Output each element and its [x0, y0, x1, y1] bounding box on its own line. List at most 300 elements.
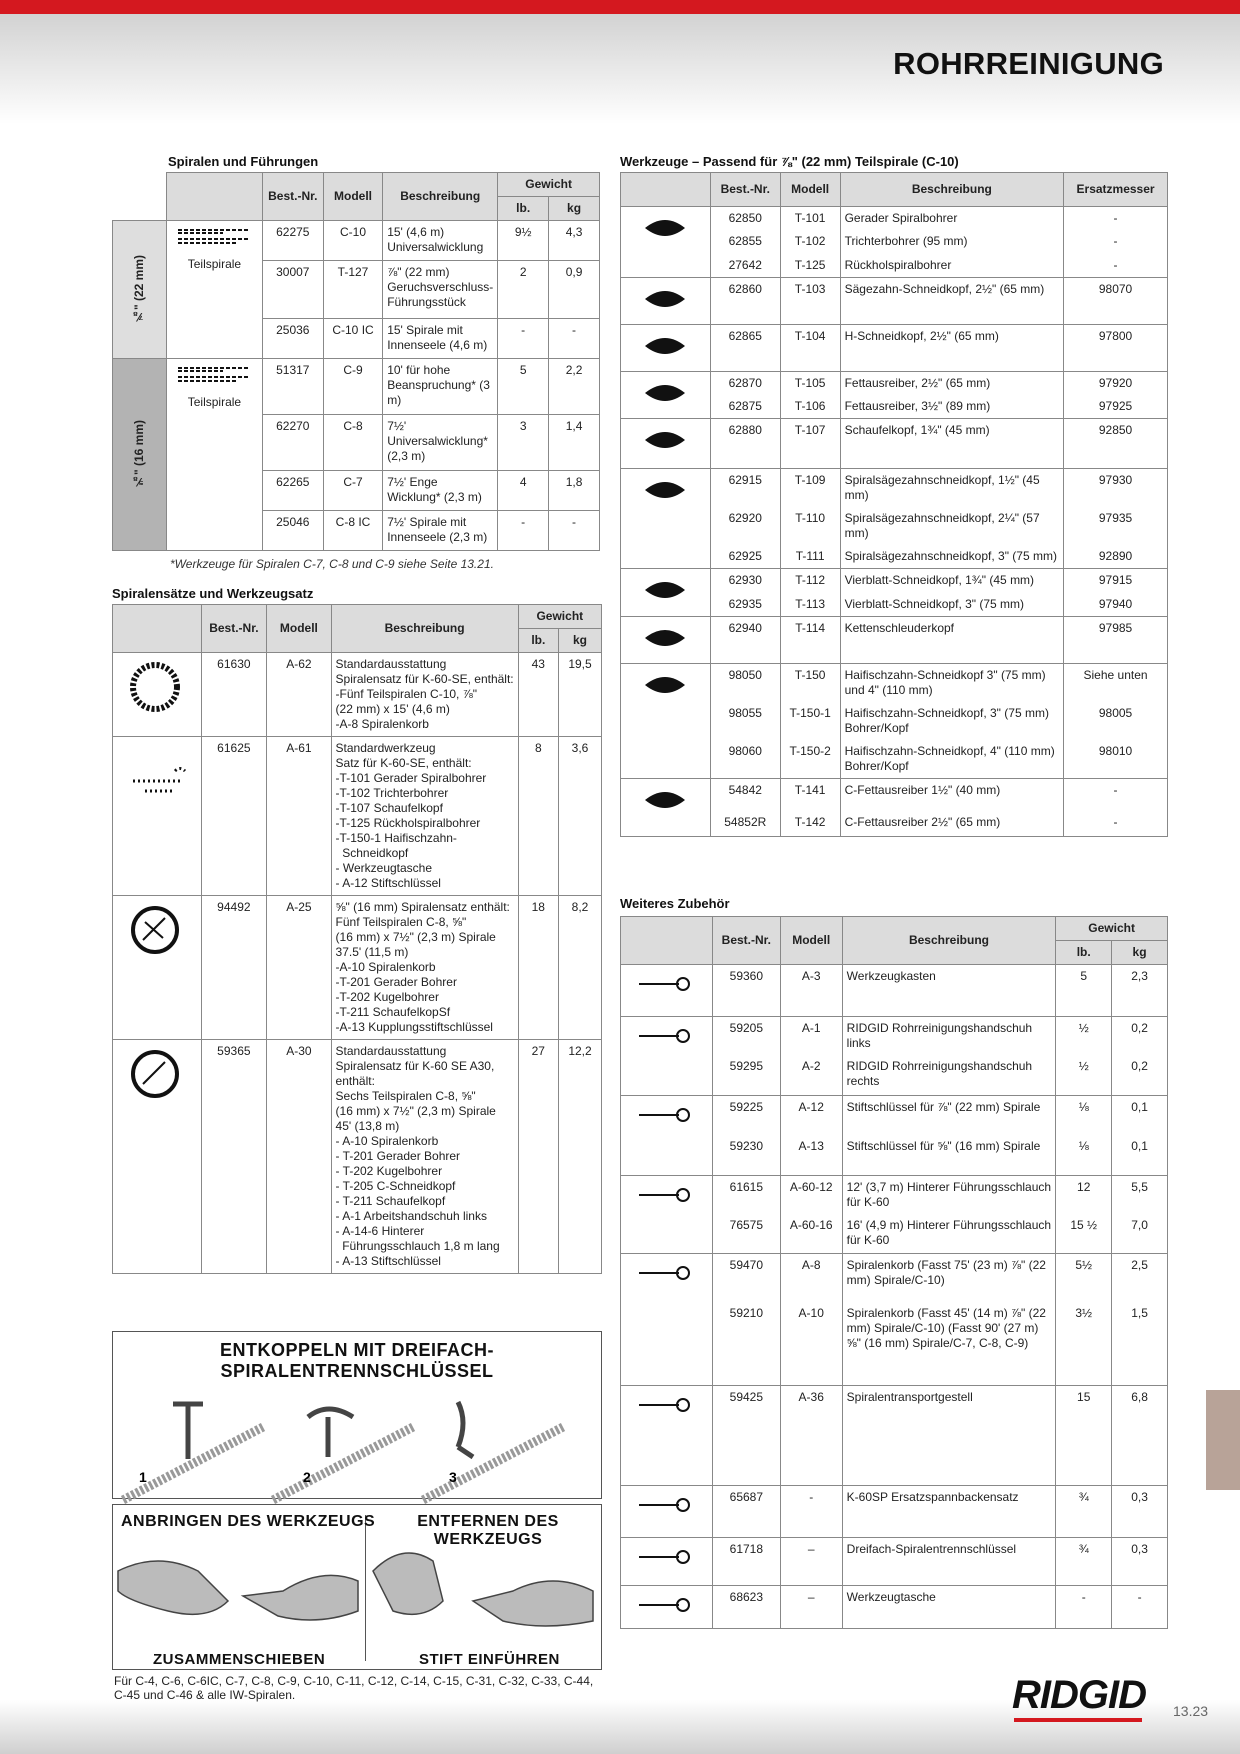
t1-desc: 7½' Spirale mit Innenseele (2,3 m) — [383, 511, 498, 551]
t1-kg: - — [549, 319, 600, 359]
col-modell: Modell — [780, 173, 840, 207]
beschreibung: Haifischzahn-Schneidkopf, 3" (75 mm) Bohrer/Kopf — [840, 702, 1064, 740]
beschreibung: Stiftschlüssel für ⅝" (16 mm) Spirale — [842, 1135, 1056, 1175]
footnote-spiralen: Für C-4, C-6, C-6IC, C-7, C-8, C-9, C-10, C-11, C-12, C-14, C-15, C-31, C-32, C-33, C-44, C-45 und C-46 & alle IW-Spiralen. — [114, 1674, 594, 1702]
anbringen-title: ANBRINGEN DES WERKZEUGS — [121, 1513, 376, 1530]
best-nr: 59425 — [712, 1386, 780, 1486]
gewicht-lb: - — [1056, 1586, 1112, 1629]
modell: A-61 — [267, 737, 331, 896]
beschreibung: Spiralsägezahnschneidkopf, 3" (75 mm) — [840, 545, 1064, 569]
table-row — [621, 1095, 1168, 1135]
desc-line: -T-101 Gerader Spiralbohrer — [335, 771, 487, 785]
modell: T-102 — [780, 230, 840, 254]
gewicht-kg: 7,0 — [1112, 1214, 1168, 1254]
best-nr: 59205 — [712, 1017, 780, 1056]
desc-line: Standardausstattung — [335, 1044, 447, 1058]
gewicht-kg: 3,6 — [558, 737, 601, 896]
ersatzmesser: 97920 — [1064, 372, 1168, 396]
ridgid-logo: RIDGID — [1012, 1673, 1146, 1717]
best-nr: 54852R — [710, 811, 780, 837]
item-image — [621, 1254, 713, 1386]
spiralensaetze-rows — [113, 653, 602, 1274]
table-row — [621, 617, 1168, 664]
best-nr: 61630 — [201, 653, 267, 737]
modell: A-60-12 — [780, 1175, 842, 1214]
t1-desc: 15' (4,6 m) Universalwicklung — [383, 221, 498, 261]
spiralen-table — [112, 172, 600, 551]
best-nr: 62870 — [710, 372, 780, 396]
t1-kg: 4,3 — [549, 221, 600, 261]
section-title-werkzeuge: Werkzeuge – Passend für ⅞" (22 mm) Teilspirale (C-10) — [620, 154, 959, 169]
item-image — [621, 1017, 713, 1096]
table-row — [113, 653, 602, 737]
desc-line: -T-125 Rückholspiralbohrer — [335, 816, 481, 830]
col-image — [167, 173, 263, 221]
item-image — [621, 325, 711, 372]
ersatzmesser: 98070 — [1064, 278, 1168, 325]
desc-line: 45' (13,8 m) — [335, 1119, 400, 1133]
desc-line: Sechs Teilspiralen C-8, ⅝" — [335, 1089, 476, 1103]
best-nr: 59225 — [712, 1095, 780, 1135]
t1-best: 51317 — [262, 359, 323, 415]
table-row — [621, 1386, 1168, 1486]
t1-modell: C-8 IC — [323, 511, 382, 551]
beschreibung: Fettausreiber, 2½" (65 mm) — [840, 372, 1064, 396]
best-nr: 62930 — [710, 569, 780, 593]
gewicht-kg: 19,5 — [558, 653, 601, 737]
best-nr: 59230 — [712, 1135, 780, 1175]
teilspirale-22-cell — [167, 221, 263, 359]
item-image — [621, 419, 711, 469]
t1-lb: - — [498, 319, 549, 359]
gewicht-kg: 8,2 — [558, 896, 601, 1040]
best-nr: 76575 — [712, 1214, 780, 1254]
best-nr: 62865 — [710, 325, 780, 372]
gewicht-kg: 1,5 — [1112, 1302, 1168, 1386]
table-row — [621, 965, 1168, 1017]
gewicht-lb: 5 — [1056, 965, 1112, 1017]
best-nr: 59365 — [201, 1040, 267, 1274]
modell: T-150-2 — [780, 740, 840, 779]
col-modell: Modell — [267, 605, 331, 653]
section-title-spiralensaetze: Spiralensätze und Werkzeugsatz — [112, 586, 314, 601]
ersatzmesser: 97800 — [1064, 325, 1168, 372]
beschreibung: Spiralentransportgestell — [842, 1386, 1056, 1486]
col-ersatzmesser: Ersatzmesser — [1064, 173, 1168, 207]
desc-line: - A-10 Spiralenkorb — [335, 1134, 439, 1148]
desc-line: (22 mm) x 15' (4,6 m) — [335, 702, 450, 716]
best-nr: 27642 — [710, 254, 780, 278]
best-nr: 61615 — [712, 1175, 780, 1214]
t1-desc: 15' Spirale mit Innenseele (4,6 m) — [383, 319, 498, 359]
ersatzmesser: 97940 — [1064, 593, 1168, 617]
t1-modell: T-127 — [323, 261, 382, 319]
col-best-nr: Best.-Nr. — [712, 917, 780, 965]
beschreibung: Vierblatt-Schneidkopf, 3" (75 mm) — [840, 593, 1064, 617]
gewicht-kg: - — [1112, 1586, 1168, 1629]
modell: A-30 — [267, 1040, 331, 1274]
table-row — [621, 207, 1168, 231]
gewicht-lb: ½ — [1056, 1055, 1112, 1095]
gewicht-lb: ¾ — [1056, 1538, 1112, 1586]
entkoppeln-box — [112, 1331, 602, 1499]
desc-line: -T-150-1 Haifischzahn- — [335, 831, 457, 845]
gewicht-lb: 15 ½ — [1056, 1214, 1112, 1254]
modell: T-114 — [780, 617, 840, 664]
ersatzmesser: 97930 — [1064, 469, 1168, 508]
glove-icon — [631, 1021, 701, 1051]
gewicht-kg: 2,3 — [1112, 965, 1168, 1017]
modell: T-106 — [780, 395, 840, 419]
modell: T-141 — [780, 779, 840, 811]
werkzeuge-table — [620, 172, 1168, 837]
beschreibung — [331, 1040, 518, 1274]
desc-line: 37.5' (11,5 m) — [335, 945, 409, 959]
t1-lb: - — [498, 511, 549, 551]
spiralensaetze-table — [112, 604, 602, 1274]
coil-sections-icon — [174, 363, 254, 385]
t1-best: 62275 — [262, 221, 323, 261]
group-label-16mm: ⅝" (16 mm) — [113, 359, 167, 551]
gewicht-kg: 0,1 — [1112, 1135, 1168, 1175]
t1-modell: C-8 — [323, 415, 382, 471]
desc-line: - T-201 Gerader Bohrer — [335, 1149, 461, 1163]
best-nr: 98050 — [710, 664, 780, 703]
gewicht-lb: 43 — [518, 653, 558, 737]
col-gewicht: Gewicht — [518, 605, 601, 629]
col-beschreibung: Beschreibung — [842, 917, 1056, 965]
spiral-basket-icon — [631, 1258, 701, 1288]
best-nr: 94492 — [201, 896, 267, 1040]
beschreibung: RIDGID Rohrreinigungshandschuh rechts — [842, 1055, 1056, 1095]
t1-kg: 1,4 — [549, 415, 600, 471]
jaw-set-icon — [631, 1490, 701, 1520]
page-number: 13.23 — [1173, 1703, 1209, 1719]
coil-sections-icon — [174, 225, 254, 247]
ersatzmesser: 97925 — [1064, 395, 1168, 419]
spade-head-icon — [635, 423, 695, 457]
gewicht-kg: 0,2 — [1112, 1055, 1168, 1095]
top-red-bar — [0, 0, 1240, 14]
table-row — [621, 1017, 1168, 1056]
col-beschreibung: Beschreibung — [331, 605, 518, 653]
best-nr: 68623 — [712, 1586, 780, 1629]
modell: T-103 — [780, 278, 840, 325]
werkzeuge-rows — [621, 207, 1168, 837]
c-grease-cutter-icon — [635, 783, 695, 817]
grease-cutter-icon — [635, 376, 695, 410]
pin-key-icon — [631, 1100, 701, 1130]
four-blade-cutter-icon — [635, 573, 695, 607]
modell: T-113 — [780, 593, 840, 617]
modell: A-12 — [780, 1095, 842, 1135]
best-nr: 62860 — [710, 278, 780, 325]
zubehoer-rows — [621, 965, 1168, 1629]
modell: T-104 — [780, 325, 840, 372]
item-image — [621, 1586, 713, 1629]
beschreibung: Spiralenkorb (Fasst 45' (14 m) ⅞" (22 mm) Spirale/C-10) (Fasst 90' (27 m) ⅝" (16 mm) Spirale/C-7, C-8, C-9) — [842, 1302, 1056, 1386]
zubehoer-table — [620, 916, 1168, 1629]
t1-kg: 1,8 — [549, 471, 600, 511]
beschreibung: Fettausreiber, 3½" (89 mm) — [840, 395, 1064, 419]
t1-best: 25046 — [262, 511, 323, 551]
beschreibung — [331, 653, 518, 737]
t1-lb: 3 — [498, 415, 549, 471]
col-lb: lb. — [498, 197, 549, 221]
best-nr: 62925 — [710, 545, 780, 569]
section-tab — [1206, 1390, 1240, 1490]
gewicht-lb: 18 — [518, 896, 558, 1040]
modell: A-2 — [780, 1055, 842, 1095]
stift-einfuehren-caption: STIFT EINFÜHREN — [419, 1651, 560, 1668]
best-nr: 98055 — [710, 702, 780, 740]
col-gewicht: Gewicht — [1056, 917, 1168, 941]
col-image — [113, 605, 202, 653]
desc-line: -Fünf Teilspiralen C-10, ⅞" — [335, 687, 477, 701]
modell: T-150 — [780, 664, 840, 703]
gewicht-kg: 6,8 — [1112, 1386, 1168, 1486]
t1-lb: 5 — [498, 359, 549, 415]
tool-bag-icon — [631, 1590, 701, 1620]
best-nr: 59470 — [712, 1254, 780, 1302]
ersatzmesser: - — [1064, 207, 1168, 231]
gewicht-lb: 12 — [1056, 1175, 1112, 1214]
step-3: 3 — [449, 1469, 457, 1485]
desc-line: - A-12 Stiftschlüssel — [335, 876, 441, 890]
item-image — [621, 617, 711, 664]
ersatzmesser: 92890 — [1064, 545, 1168, 569]
modell: T-150-1 — [780, 702, 840, 740]
tool-box-icon — [631, 969, 701, 999]
gewicht-kg: 0,3 — [1112, 1538, 1168, 1586]
t1-best: 62265 — [262, 471, 323, 511]
modell: - — [780, 1486, 842, 1538]
col-lb: lb. — [518, 629, 558, 653]
item-image — [113, 737, 202, 896]
best-nr: 59360 — [712, 965, 780, 1017]
desc-line: Spiralensatz für K-60-SE, enthält: — [335, 672, 514, 686]
ersatzmesser: - — [1064, 230, 1168, 254]
item-image — [621, 207, 711, 278]
col-modell: Modell — [323, 173, 382, 221]
desc-line: ⅝" (16 mm) Spiralensatz enthält: — [335, 900, 510, 914]
best-nr: 62850 — [710, 207, 780, 231]
beschreibung: Kettenschleuderkopf — [840, 617, 1064, 664]
gewicht-lb: 27 — [518, 1040, 558, 1274]
desc-line: -A-10 Spiralenkorb — [335, 960, 436, 974]
t1-desc: 10' für hohe Beanspruchung* (3 m) — [383, 359, 498, 415]
teilspirale-label: Teilspirale — [187, 257, 242, 271]
item-image — [621, 569, 711, 617]
t1-best: 30007 — [262, 261, 323, 319]
table-row — [621, 1538, 1168, 1586]
t1-modell: C-9 — [323, 359, 382, 415]
gewicht-lb: ⅛ — [1056, 1135, 1112, 1175]
item-image — [113, 1040, 202, 1274]
desc-line: - A-14-6 Hinterer — [335, 1224, 425, 1238]
sawtooth-cutter-icon — [635, 282, 695, 316]
page-title: ROHRREINIGUNG — [893, 46, 1164, 81]
desc-line: (16 mm) x 7½" (2,3 m) Spirale — [335, 930, 496, 944]
table-row — [621, 1254, 1168, 1302]
gewicht-lb: 3½ — [1056, 1302, 1112, 1386]
gewicht-lb: ⅛ — [1056, 1095, 1112, 1135]
best-nr: 62940 — [710, 617, 780, 664]
col-beschreibung: Beschreibung — [383, 173, 498, 221]
table-row — [621, 1486, 1168, 1538]
separator-key-icon — [631, 1542, 701, 1572]
gewicht-kg: 0,1 — [1112, 1095, 1168, 1135]
spiral-basket-icon — [125, 900, 189, 964]
entfernen-title: ENTFERNEN DES WERKZEUGS — [417, 1513, 559, 1548]
modell: A-60-16 — [780, 1214, 842, 1254]
table-row — [621, 278, 1168, 325]
modell: A-62 — [267, 653, 331, 737]
desc-line: - Werkzeugtasche — [335, 861, 433, 875]
desc-line: Standardausstattung — [335, 657, 447, 671]
modell: T-101 — [780, 207, 840, 231]
col-best-nr: Best.-Nr. — [262, 173, 323, 221]
beschreibung: 16' (4,9 m) Hinterer Führungsschlauch für K-60 — [842, 1214, 1056, 1254]
modell: A-36 — [780, 1386, 842, 1486]
desc-line: Satz für K-60-SE, enthält: — [335, 756, 472, 770]
table-row — [113, 896, 602, 1040]
beschreibung: Haifischzahn-Schneidkopf, 4" (110 mm) Bohrer/Kopf — [840, 740, 1064, 779]
gewicht-lb: ½ — [1056, 1017, 1112, 1056]
desc-line: enthält: — [335, 1074, 375, 1088]
table-row — [621, 664, 1168, 703]
table-row — [621, 469, 1168, 508]
desc-line: -T-202 Kugelbohrer — [335, 990, 439, 1004]
t1-best: 62270 — [262, 415, 323, 471]
t1-desc: ⅞" (22 mm) Geruchsverschluss-Führungsstück — [383, 261, 498, 319]
modell: T-107 — [780, 419, 840, 469]
ersatzmesser: 98010 — [1064, 740, 1168, 779]
beschreibung: Sägezahn-Schneidkopf, 2½" (65 mm) — [840, 278, 1064, 325]
desc-line: Schneidkopf — [335, 846, 409, 860]
modell: – — [780, 1538, 842, 1586]
item-image — [621, 779, 711, 837]
beschreibung — [331, 896, 518, 1040]
chain-knocker-icon — [635, 621, 695, 655]
desc-line: - A-13 Stiftschlüssel — [335, 1254, 441, 1268]
best-nr: 62915 — [710, 469, 780, 508]
gewicht-kg: 0,2 — [1112, 1017, 1168, 1056]
hands-illustration — [113, 1541, 601, 1631]
desc-line: - A-1 Arbeitshandschuh links — [335, 1209, 487, 1223]
best-nr: 62935 — [710, 593, 780, 617]
col-kg: kg — [558, 629, 601, 653]
best-nr: 54842 — [710, 779, 780, 811]
desc-line: - T-211 Schaufelkopf — [335, 1194, 446, 1208]
desc-line: Spiralensatz für K-60 SE A30, — [335, 1059, 495, 1073]
tool-set-icon — [125, 741, 189, 805]
beschreibung: Spiralenkorb (Fasst 75' (23 m) ⅞" (22 mm) Spirale/C-10) — [842, 1254, 1056, 1302]
best-nr: 59210 — [712, 1302, 780, 1386]
desc-line: -T-211 SchaufelkopSf — [335, 1005, 451, 1019]
item-image — [621, 1486, 713, 1538]
desc-line: Fünf Teilspiralen C-8, ⅝" — [335, 915, 467, 929]
table-row — [621, 1586, 1168, 1629]
item-image — [621, 1386, 713, 1486]
gewicht-kg: 2,5 — [1112, 1254, 1168, 1302]
beschreibung: Spiralsägezahnschneidkopf, 2¼" (57 mm) — [840, 507, 1064, 545]
col-kg: kg — [1112, 941, 1168, 965]
beschreibung: Rückholspiralbohrer — [840, 254, 1064, 278]
item-image — [621, 664, 711, 779]
item-image — [621, 965, 713, 1017]
spiral-saw-cutter-icon — [635, 473, 695, 507]
modell: A-3 — [780, 965, 842, 1017]
gewicht-lb: 5½ — [1056, 1254, 1112, 1302]
guide-hose-icon — [631, 1180, 701, 1210]
modell: A-8 — [780, 1254, 842, 1302]
beschreibung: Stiftschlüssel für ⅞" (22 mm) Spirale — [842, 1095, 1056, 1135]
table-row — [113, 1040, 602, 1274]
desc-line: - T-205 C-Schneidkopf — [335, 1179, 456, 1193]
item-image — [621, 278, 711, 325]
desc-line: -A-13 Kupplungsstiftschlüssel — [335, 1020, 493, 1034]
entkoppeln-title: ENTKOPPELN MIT DREIFACH-SPIRALENTRENNSCHLÜSSEL — [219, 1340, 494, 1381]
zusammenschieben-caption: ZUSAMMENSCHIEBEN — [153, 1651, 326, 1668]
modell: T-125 — [780, 254, 840, 278]
modell: A-13 — [780, 1135, 842, 1175]
desc-line: -A-8 Spiralenkorb — [335, 717, 429, 731]
h-cutter-icon — [635, 329, 695, 363]
best-nr: 62875 — [710, 395, 780, 419]
werkzeug-box — [112, 1504, 602, 1670]
beschreibung: Trichterbohrer (95 mm) — [840, 230, 1064, 254]
modell: T-142 — [780, 811, 840, 837]
beschreibung: 12' (3,7 m) Hinterer Führungsschlauch für K-60 — [842, 1175, 1056, 1214]
modell: A-25 — [267, 896, 331, 1040]
beschreibung: K-60SP Ersatzspannbackensatz — [842, 1486, 1056, 1538]
best-nr: 59295 — [712, 1055, 780, 1095]
gewicht-kg: 12,2 — [558, 1040, 601, 1274]
beschreibung: Dreifach-Spiralentrennschlüssel — [842, 1538, 1056, 1586]
modell: – — [780, 1586, 842, 1629]
coil-bundle-icon — [125, 657, 189, 721]
col-best-nr: Best.-Nr. — [201, 605, 267, 653]
beschreibung: H-Schneidkopf, 2½" (65 mm) — [840, 325, 1064, 372]
ersatzmesser: 97915 — [1064, 569, 1168, 593]
table-row — [621, 1175, 1168, 1214]
desc-line: -T-201 Gerader Bohrer — [335, 975, 457, 989]
beschreibung: Spiralsägezahnschneidkopf, 1½" (45 mm) — [840, 469, 1064, 508]
t1-kg: 0,9 — [549, 261, 600, 319]
desc-line: -T-107 Schaufelkopf — [335, 801, 443, 815]
ersatzmesser: 92850 — [1064, 419, 1168, 469]
t1-desc: 7½' Enge Wicklung* (2,3 m) — [383, 471, 498, 511]
modell: T-109 — [780, 469, 840, 508]
col-beschreibung: Beschreibung — [840, 173, 1064, 207]
t1-lb: 2 — [498, 261, 549, 319]
best-nr: 61718 — [712, 1538, 780, 1586]
t1-lb: 9½ — [498, 221, 549, 261]
item-image — [621, 469, 711, 569]
beschreibung: Haifischzahn-Schneidkopf 3" (75 mm) und 4" (110 mm) — [840, 664, 1064, 703]
item-image — [621, 1175, 713, 1254]
ersatzmesser: 97985 — [1064, 617, 1168, 664]
teilspirale-label: Teilspirale — [187, 395, 242, 409]
gewicht-lb: ¾ — [1056, 1486, 1112, 1538]
drill-bits-icon — [635, 211, 695, 245]
beschreibung: Vierblatt-Schneidkopf, 1¾" (45 mm) — [840, 569, 1064, 593]
beschreibung — [331, 737, 518, 896]
item-image — [621, 1538, 713, 1586]
shark-tooth-cutter-icon — [635, 668, 695, 702]
group-label-22mm: ⅞" (22 mm) — [113, 221, 167, 359]
